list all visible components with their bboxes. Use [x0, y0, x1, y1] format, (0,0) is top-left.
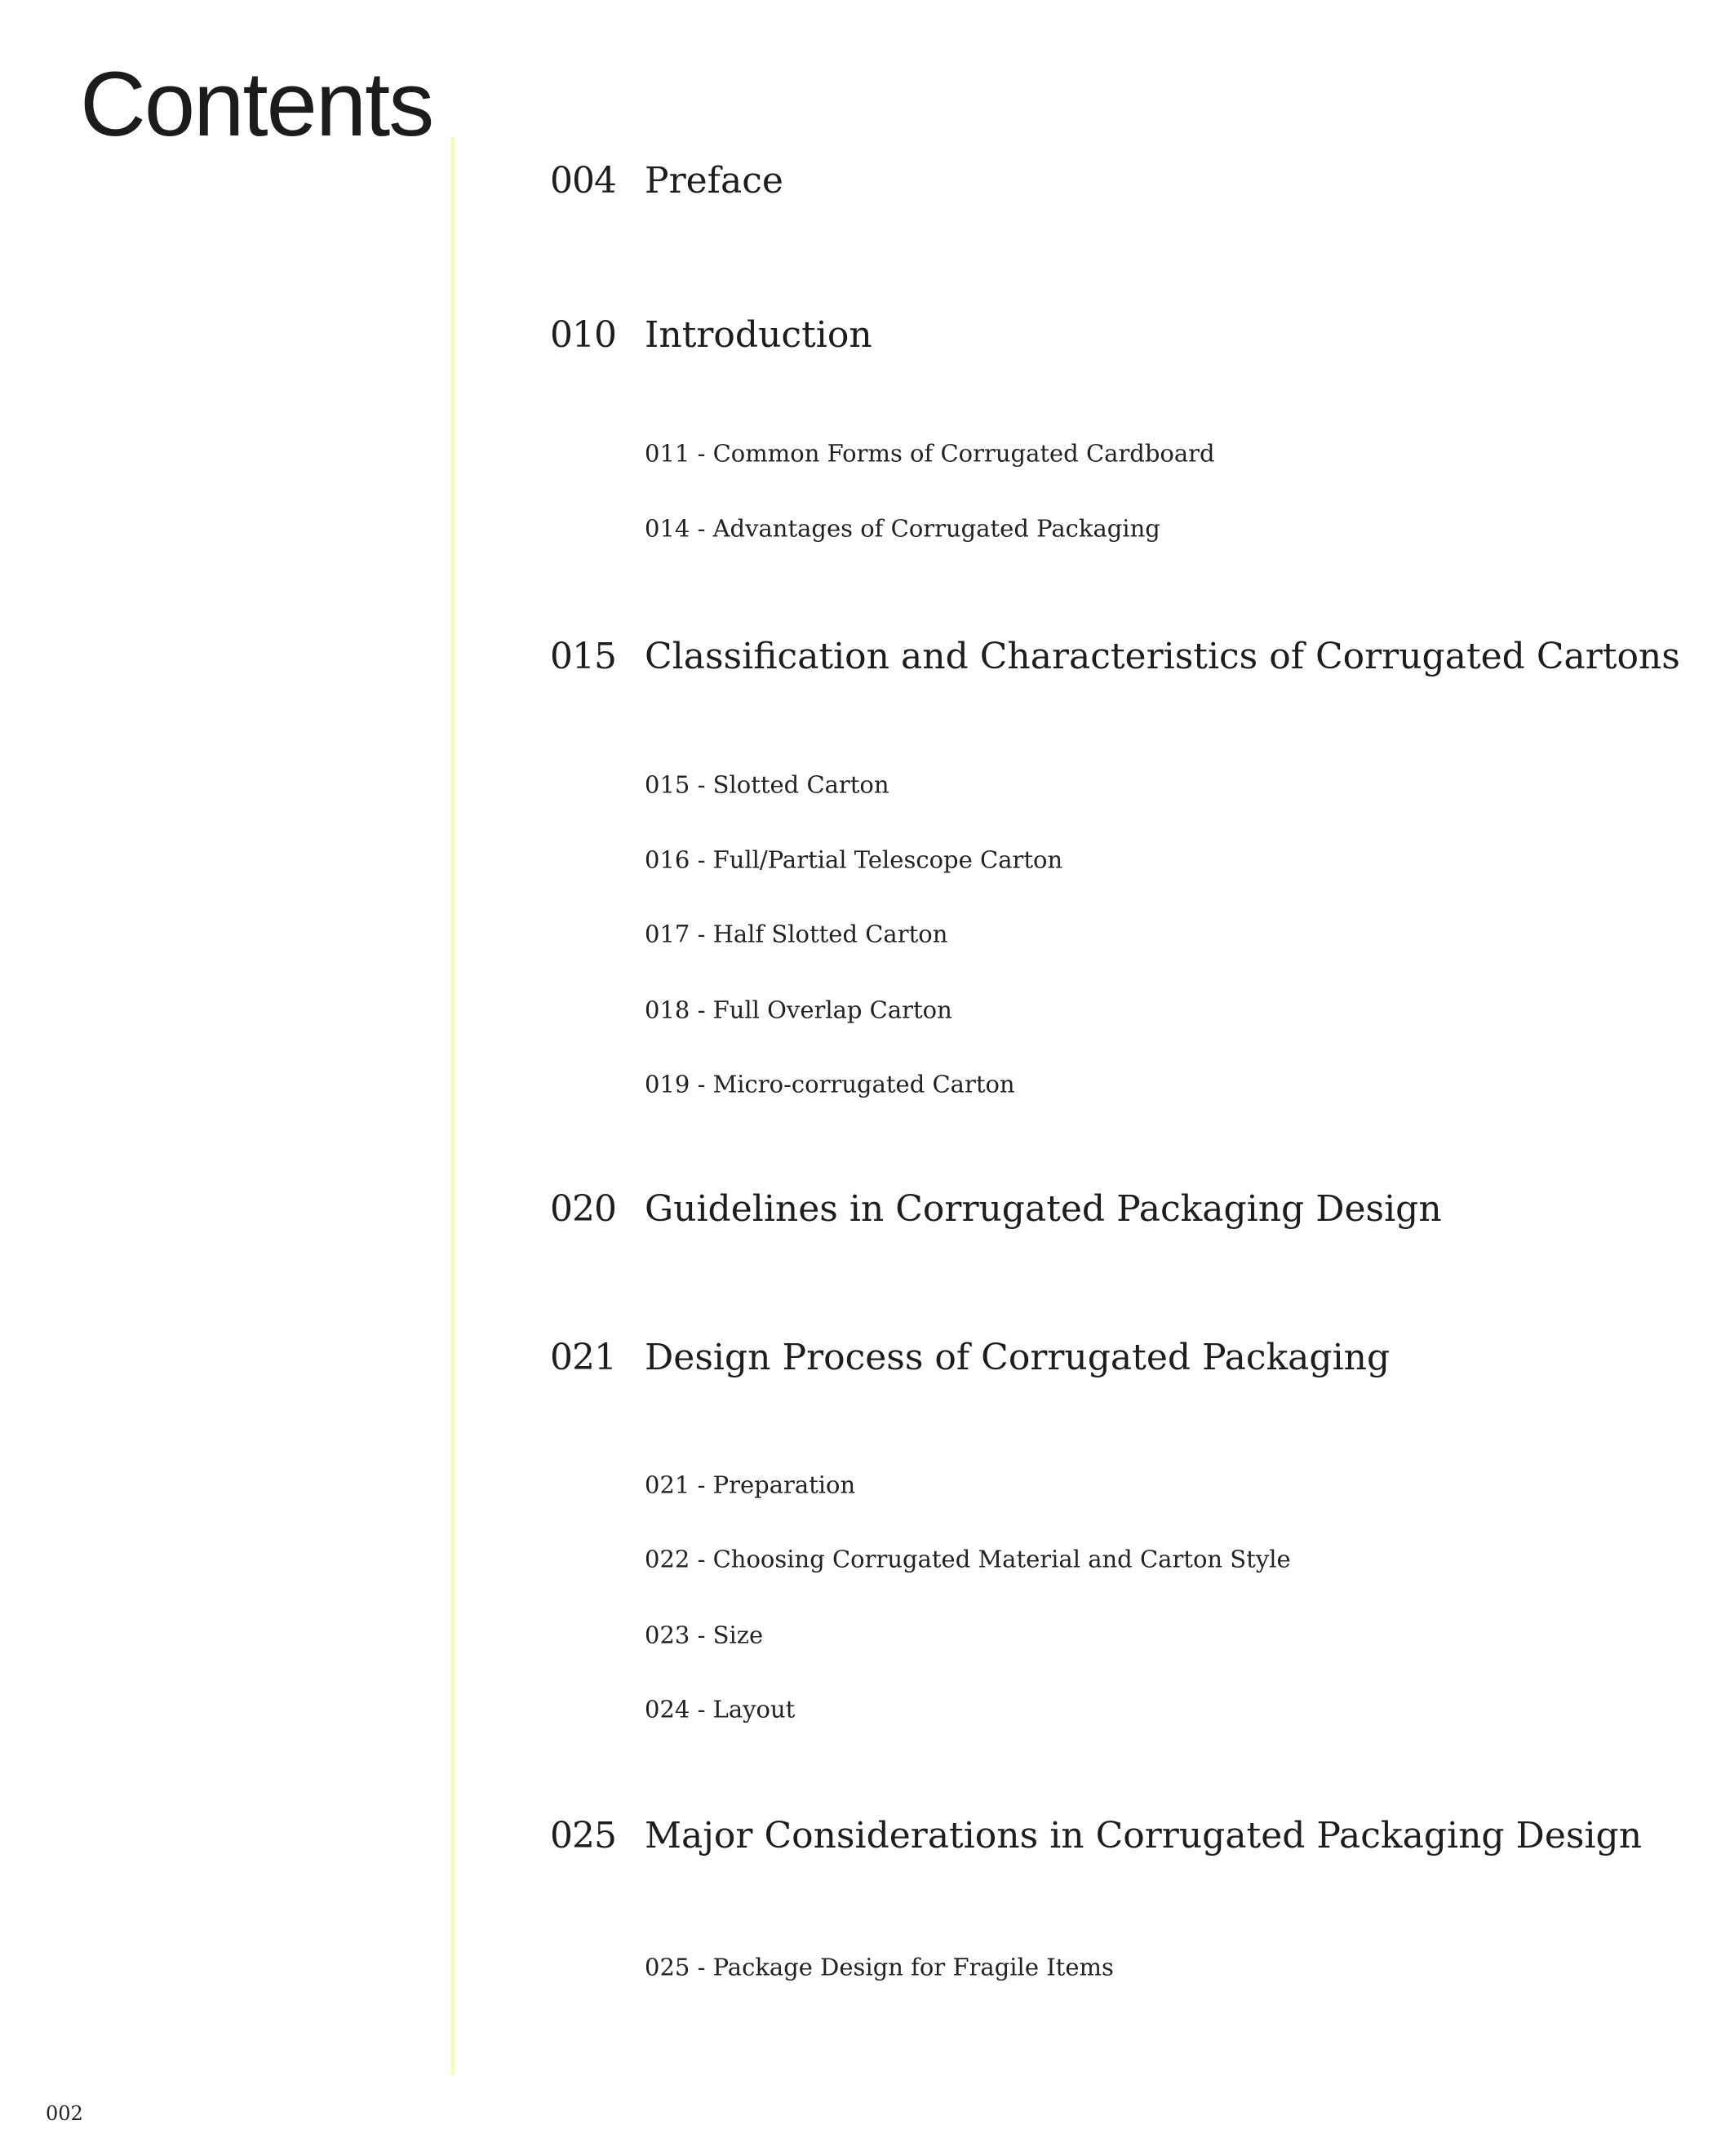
toc-subitem[interactable]: 014 - Advantages of Corrugated Packaging: [645, 514, 1160, 543]
toc-heading-label: Classification and Characteristics of Corrugated Cartons: [645, 636, 1680, 677]
toc-page-number: 004: [550, 160, 616, 202]
toc-heading-label: Preface: [645, 160, 783, 202]
toc-subitem[interactable]: 011 - Common Forms of Corrugated Cardboard: [645, 439, 1215, 468]
toc-page-number: 015: [550, 636, 616, 677]
page-number: 002: [46, 2102, 83, 2125]
toc-page-number: 025: [550, 1815, 616, 1857]
toc-subitem[interactable]: 024 - Layout: [645, 1695, 796, 1723]
page-title: Contents: [80, 53, 433, 155]
toc-heading[interactable]: [550, 1337, 1391, 1378]
accent-divider: [451, 137, 455, 2075]
toc-page-number: 021: [550, 1337, 616, 1378]
toc-subitem[interactable]: 015 - Slotted Carton: [645, 770, 889, 799]
toc-heading[interactable]: [550, 1188, 1442, 1230]
toc-heading-label: Major Considerations in Corrugated Packaging Design: [645, 1815, 1643, 1857]
toc-heading[interactable]: [550, 160, 783, 202]
toc-subitem[interactable]: 023 - Size: [645, 1621, 764, 1649]
toc-heading-label: Design Process of Corrugated Packaging: [645, 1337, 1391, 1378]
toc-subitem[interactable]: 016 - Full/Partial Telescope Carton: [645, 845, 1063, 874]
toc-page-number: 020: [550, 1188, 616, 1230]
toc-subitem[interactable]: 018 - Full Overlap Carton: [645, 996, 952, 1024]
toc-subitem[interactable]: 025 - Package Design for Fragile Items: [645, 1953, 1114, 1981]
toc-subitem[interactable]: 017 - Half Slotted Carton: [645, 920, 948, 948]
toc-heading[interactable]: [550, 1815, 1643, 1857]
toc-heading-label: Guidelines in Corrugated Packaging Design: [645, 1188, 1442, 1230]
toc-heading[interactable]: [550, 314, 872, 356]
toc-subitem[interactable]: 019 - Micro-corrugated Carton: [645, 1070, 1015, 1098]
toc-page-number: 010: [550, 314, 616, 356]
toc-heading-label: Introduction: [645, 314, 872, 356]
toc-heading[interactable]: [550, 636, 1680, 677]
toc-subitem[interactable]: 021 - Preparation: [645, 1471, 856, 1499]
toc-subitem[interactable]: 022 - Choosing Corrugated Material and Carton Style: [645, 1545, 1291, 1573]
